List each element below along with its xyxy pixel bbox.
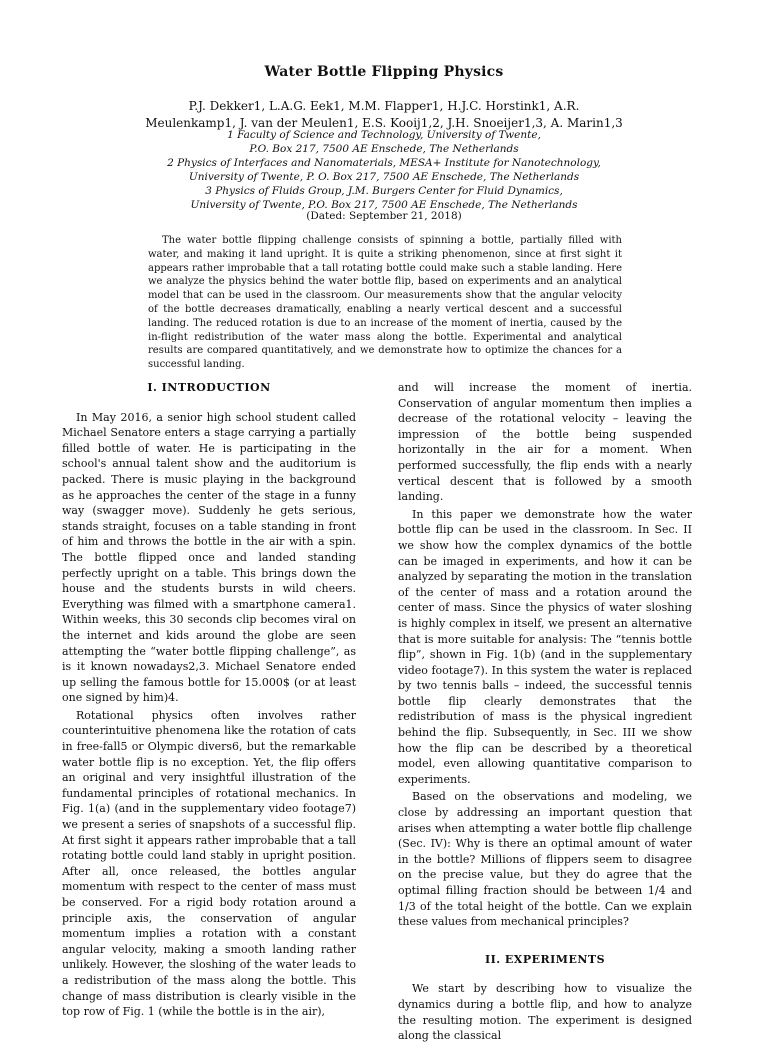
affiliation-2-address: University of Twente, P. O. Box 217, 7500 AE Enschede, The Netherlands — [188, 171, 580, 183]
left-column — [62, 380, 356, 1020]
intro-paragraph-5: Based on the observations and modeling, we close by addressing an important question that arises when attempting a water bottle flip challenge (Sec. IV): Why is there an optimal amount of water in the bottle? Millions of flippers seem to disagree on the precise value, but they do agree that the optimal filling fraction should be between 1/4 and 1/3 of the total height of the bottle. Can we explain these values from mechanical principles? — [398, 790, 692, 929]
affiliation-1: 1 Faculty of Science and Technology, University of Twente, — [227, 129, 541, 141]
authors-line-1: P.J. Dekker1, L.A.G. Eek1, M.M. Flapper1, H.J.C. Horstink1, A.R. — [188, 99, 580, 113]
affiliation-1-address: P.O. Box 217, 7500 AE Enschede, The Netherlands — [249, 143, 519, 155]
date-line: (Dated: September 21, 2018) — [306, 210, 462, 222]
paper-title: Water Bottle Flipping Physics — [264, 64, 504, 80]
section-spacer — [398, 930, 692, 952]
intro-paragraph-1: In May 2016, a senior high school student called Michael Senatore enters a stage carrying a partially filled bottle of water. He is participating in the school's annual talent show and the auditorium is packed. There is music playing in the background as he approaches the center of the stage in a funny way (swagger move). Suddenly he gets serious, stands straight, focuses on a table standing in front of him and throws the bottle in the air with a spin. The bottle flipped once and landed standing perfectly upright on a table. This brings down the house and the students bursts in wild cheers. Everything was filmed with a smartphone camera1. Within weeks, this 30 seconds clip becomes viral on the internet and kids around the globe are seen attempting the “water bottle flipping challenge”, as is it known nowadays2,3. Michael Senatore ended up selling the famous bottle for 15.000$ (or at least one signed by him)4. — [62, 410, 356, 705]
introduction-heading: I. INTRODUCTION — [147, 381, 271, 394]
experiments-heading: II. EXPERIMENTS — [484, 952, 606, 966]
affiliation-2: 2 Physics of Interfaces and Nanomaterials, MESA+ Institute for Nanotechnology, — [167, 157, 601, 169]
affiliations — [120, 128, 648, 212]
author-list — [140, 98, 628, 132]
intro-paragraph-2: Rotational physics often involves rather counterintuitive phenomena like the rotation of cats in free-fall5 or Olympic divers6, but the remarkable water bottle flip is no exception. Yet, the flip offers an original and very insightful illustration of the fundamental principles of rotational mechanics. In Fig. 1(a) (and in the supplementary video footage7) we present a series of snapshots of a successful flip. At first sight it appears rather improbable that a tall rotating bottle could land stably in upright position. After all, once released, the bottles angular momentum with respect to the center of mass must be conserved. For a rigid body rotation around a principle axis, the conservation of angular momentum implies a rotation with a constant angular velocity, making a smooth landing rather unlikely. However, the sloshing of the water leads to a redistribution of the mass along the bottle. This change of mass distribution is clearly visible in the top row of Fig. 1 (while the bottle is in the air), — [62, 708, 356, 1019]
authors-line-2: Meulenkamp1, J. van der Meulen1, E.S. Kooij1,2, J.H. Snoeijer1,3, A. Marin1,3 — [145, 116, 623, 130]
affiliation-3-address: University of Twente, P.O. Box 217, 7500 AE Enschede, The Netherlands — [190, 199, 578, 211]
abstract: The water bottle flipping challenge consists of spinning a bottle, partially filled with water, and making it land upright. It is quite a striking phenomenon, since at first sight it appears rather improbable that a tall rotating bottle could make such a stable landing. Here we analyze the physics behind the water bottle flip, based on experiments and an analytical model that can be used in the classroom. Our measurements show that the angular velocity of the bottle decreases dramatically, enabling a nearly vertical descent and a successful landing. The reduced rotation is due to an increase of the moment of inertia, caused by the in-flight redistribution of the water mass along the bottle. Experimental and analytical results are compared quantitatively, and we demonstrate how to optimize the chances for a successful landing. — [148, 235, 622, 371]
experiments-paragraph-1: We start by describing how to visualize the dynamics during a bottle flip, and how to analyze the resulting motion. The experiment is designed along the classical — [398, 982, 692, 1043]
intro-paragraph-3: and will increase the moment of inertia. Conservation of angular momentum then implies a decrease of the rotational velocity – leaving the impression of the bottle being suspended horizontally in the air for a moment. When performed successfully, the flip ends with a nearly vertical descent that is followed by a smooth landing. — [398, 381, 692, 504]
affiliation-3: 3 Physics of Fluids Group, J.M. Burgers Center for Fluid Dynamics, — [205, 185, 563, 197]
intro-paragraph-4: In this paper we demonstrate how the water bottle flip can be used in the classroom. In Sec. II we show how the complex dynamics of the bottle can be imaged in experiments, and how it can be analyzed by separating the motion in the translation of the center of mass and a rotation around the center of mass. Since the physics of water sloshing is highly complex in itself, we present an alternative that is more suitable for analysis: The “tennis bottle flip”, shown in Fig. 1(b) (and in the supplementary video footage7). In this system the water is replaced by two tennis balls – indeed, the successful tennis bottle flip clearly demonstrates that the redistribution of mass is the physical ingredient behind the flip. Subsequently, in Sec. III we show how the flip can be described by a theoretical model, even allowing quantitative comparison to experiments. — [398, 507, 692, 786]
right-column — [398, 380, 692, 1044]
